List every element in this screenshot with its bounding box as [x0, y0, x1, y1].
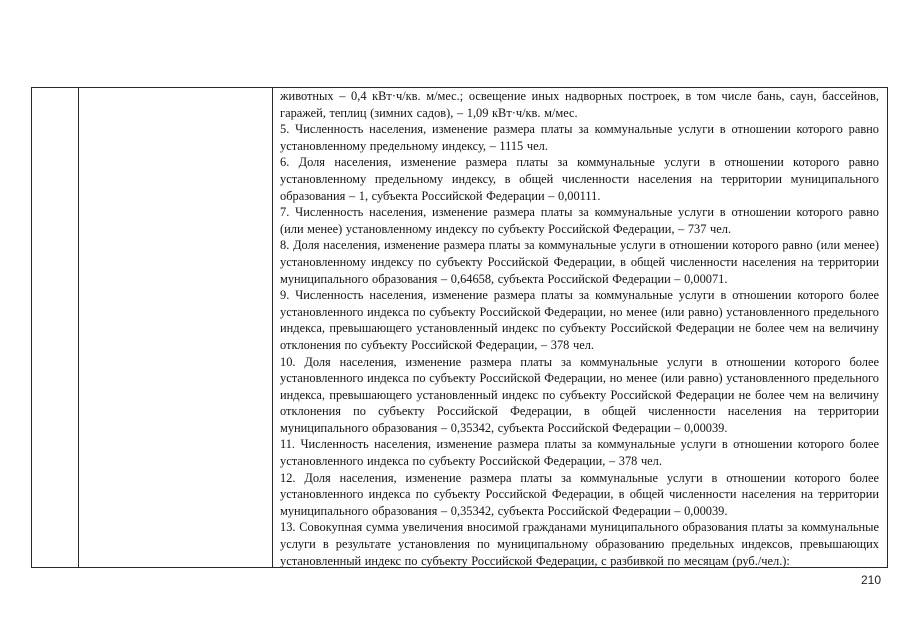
paragraph-8: 8. Доля населения, изменение размера платы за коммунальные услуги в отношении которого равно (или менее) установленному индексу по субъекту Российской Федерации, в общей численности населения на территории муниципального образования – 0,64658, субъекта Российской Федерации – 0,00071.	[280, 238, 879, 286]
table-cell-name	[79, 88, 273, 567]
paragraph-7: 7. Численность населения, изменение размера платы за коммунальные услуги в отношении которого равно (или менее) установленному индексу по субъекту Российской Федерации, – 737 чел.	[280, 205, 879, 236]
paragraph-12: 12. Доля населения, изменение размера платы за коммунальные услуги в отношении которого более установленного индекса по субъекту Российской Федерации, в общей численности населения на территории муниципального образования – 0,35342, субъекта Российской Федерации – 0,00039.	[280, 470, 879, 518]
paragraph-6: 6. Доля населения, изменение размера платы за коммунальные услуги в отношении которого равно установленному предельному индексу, в общей численности населения на территории муниципального образования – 1, субъекта Российской Федерации – 0,00111.	[280, 155, 879, 203]
table-cell-content	[273, 88, 887, 567]
paragraph-9: 9. Численность населения, изменение размера платы за коммунальные услуги в отношении которого более установленного индекса по субъекту Российской Федерации, но менее (или равно) установленного предельного индекса, превышающего установленный индекс по субъекту Российской Федерации не более чем на величину отклонения по субъекту Российской Федерации, – 378 чел.	[280, 288, 879, 352]
paragraph-4-continuation: животных – 0,4 кВт·ч/кв. м/мес.; освещение иных надворных построек, в том числе бань, саун, бассейнов, гаражей, теплиц (зимних садов), – 1,09 кВт·ч/кв. м/мес.	[280, 89, 879, 120]
document-table	[31, 87, 888, 568]
paragraph-13: 13. Совокупная сумма увеличения вносимой гражданами муниципального образования платы за коммунальные услуги в результате установления по муниципальному образованию предельных индексов, превышающих установленный индекс по субъекту Российской Федерации, с разбивкой по месяцам (руб./чел.):	[280, 520, 879, 567]
page-number: 210	[860, 573, 881, 587]
paragraph-11: 11. Численность населения, изменение размера платы за коммунальные услуги в отношении которого более установленного индекса по субъекту Российской Федерации, – 378 чел.	[280, 437, 879, 469]
paragraph-10: 10. Доля населения, изменение размера платы за коммунальные услуги в отношении которого более установленного индекса по субъекту Российской Федерации, но менее (или равно) установленного предельного индекса, превышающего установленный индекс по субъекту Российской Федерации не более чем на величину отклонения по субъекту Российской Федерации, в общей численности населения на территории муниципального образования – 0,35342, субъекта Российской Федерации – 0,00039.	[280, 354, 879, 435]
paragraph-5: 5. Численность населения, изменение размера платы за коммунальные услуги в отношении которого равно установленному предельному индексу, – 1115 чел.	[280, 122, 879, 153]
table-cell-number	[32, 88, 79, 567]
